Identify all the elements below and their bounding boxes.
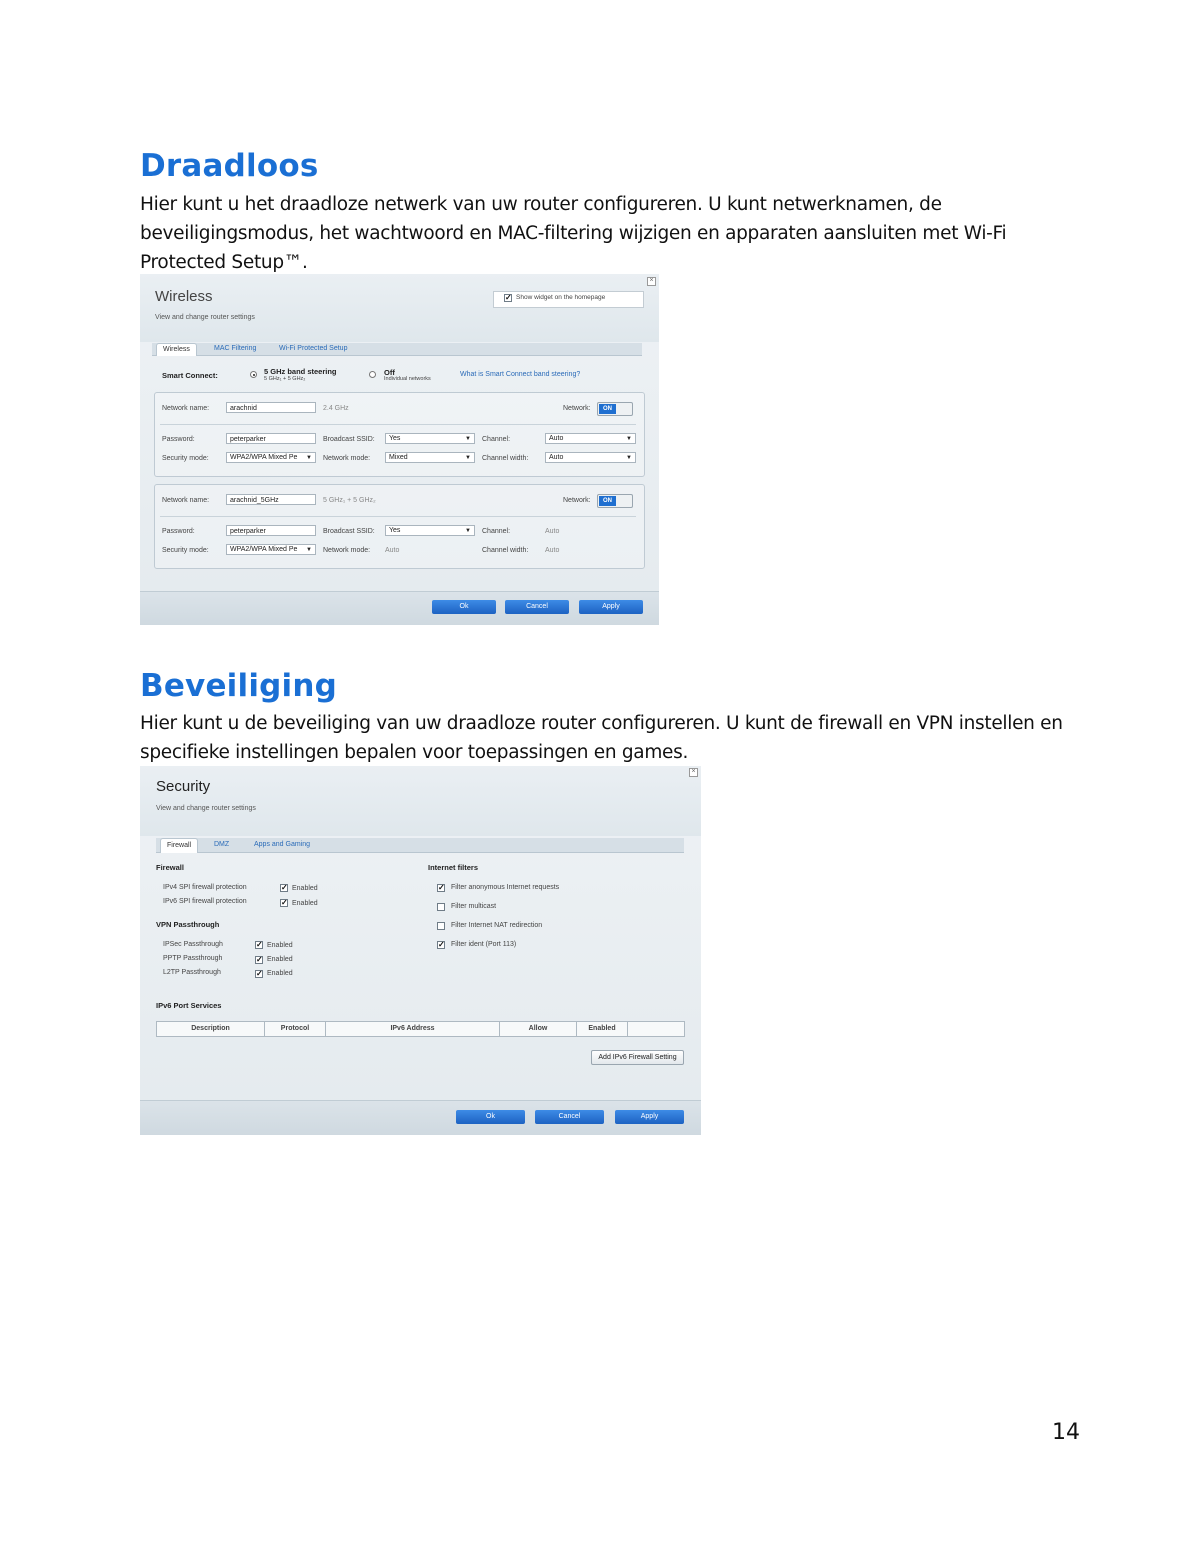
net1-width-select[interactable] [545, 452, 636, 463]
heading-draadloos: Draadloos [140, 148, 319, 184]
net2-width-value: Auto [545, 547, 560, 554]
chevron-down-icon: ▼ [306, 547, 312, 553]
vpn-heading: VPN Passthrough [156, 920, 220, 929]
option-band-steering-sub: 5 GHz₁ + 5 GHz₂ [264, 376, 306, 382]
net1-security-select[interactable] [226, 452, 316, 463]
net2-password-label: Password: [162, 528, 195, 535]
net1-broadcast-value: Yes [389, 435, 401, 442]
ipsec-value: Enabled [267, 942, 293, 949]
cancel-button[interactable]: Cancel [505, 600, 569, 614]
net2-security-select[interactable] [226, 544, 316, 555]
net2-network-toggle[interactable] [597, 494, 633, 508]
close-icon[interactable]: × [647, 277, 656, 286]
filter-anonymous-checkbox[interactable]: ✓ [438, 883, 445, 892]
wireless-tabbar [152, 343, 642, 356]
intro-line: beveiligingsmodus, het wachtwoord en MAC-filtering wijzigen en apparaten aansluiten met Wi-Fi [140, 223, 1007, 244]
net2-channel-label: Channel: [482, 528, 511, 535]
widget-checkbox[interactable]: ✓ [505, 293, 512, 302]
intro-line: Hier kunt u het draadloze netwerk van uw router configureren. U kunt netwerknamen, de [140, 194, 942, 215]
ipv4-firewall-value: Enabled [292, 885, 318, 892]
tab-apps-gaming[interactable]: Apps and Gaming [254, 841, 311, 848]
filter-anonymous-label: Filter anonymous Internet requests [451, 884, 560, 891]
net2-name-input[interactable]: arachnid_5GHz [226, 494, 316, 505]
wireless-screenshot [140, 274, 659, 625]
intro-line: Hier kunt u de beveiliging van uw draadloze router configureren. U kunt de firewall en VPN instellen en [140, 713, 1063, 734]
net1-band: 2.4 GHz [323, 405, 349, 412]
tab-firewall[interactable]: Firewall [160, 838, 198, 853]
net1-channel-value: Auto [549, 435, 564, 442]
l2tp-value: Enabled [267, 970, 293, 977]
security-title: Security [156, 778, 211, 795]
col-protocol: Protocol [265, 1022, 326, 1036]
net2-channel-value: Auto [545, 528, 560, 535]
chevron-down-icon: ▼ [465, 436, 471, 442]
l2tp-checkbox[interactable]: ✓ [256, 969, 263, 978]
net2-security-value: WPA2/WPA Mixed Pe [230, 546, 298, 553]
ipv4-firewall-checkbox[interactable]: ✓ [281, 883, 288, 892]
net1-password-label: Password: [162, 436, 195, 443]
wireless-header [140, 274, 659, 342]
firewall-heading: Firewall [156, 863, 184, 872]
net2-width-label: Channel width: [482, 547, 529, 554]
net2-network-label: Network: [563, 497, 591, 504]
intro-beveiliging [140, 709, 1063, 767]
net1-channel-label: Channel: [482, 436, 511, 443]
col-enabled: Enabled [577, 1022, 628, 1036]
chevron-down-icon: ▼ [465, 528, 471, 534]
net2-band: 5 GHz₁ + 5 GHz₂ [323, 497, 376, 504]
ok-button[interactable]: Ok [456, 1110, 525, 1124]
net1-security-value: WPA2/WPA Mixed Pe [230, 454, 298, 461]
pptp-checkbox[interactable]: ✓ [256, 955, 263, 964]
net1-broadcast-select[interactable] [385, 433, 475, 444]
tab-wireless[interactable]: Wireless [156, 343, 197, 356]
divider [160, 424, 636, 425]
l2tp-label: L2TP Passthrough [163, 969, 221, 976]
net1-network-label: Network: [563, 405, 591, 412]
net1-width-label: Channel width: [482, 455, 529, 462]
col-actions [628, 1022, 684, 1036]
apply-button[interactable]: Apply [579, 600, 643, 614]
net1-name-input[interactable]: arachnid [226, 402, 316, 413]
wireless-subtitle: View and change router settings [155, 314, 255, 321]
smart-connect-help-link[interactable]: What is Smart Connect band steering? [460, 371, 581, 378]
net1-mode-select[interactable] [385, 452, 475, 463]
security-subtitle: View and change router settings [156, 805, 256, 812]
security-tabbar [156, 838, 684, 853]
net2-mode-value: Auto [385, 547, 400, 554]
ipv4-firewall-label: IPv4 SPI firewall protection [163, 884, 247, 891]
pptp-label: PPTP Passthrough [163, 955, 223, 962]
net2-broadcast-select[interactable] [385, 525, 475, 536]
filter-nat-label: Filter Internet NAT redirection [451, 922, 543, 929]
chevron-down-icon: ▼ [306, 455, 312, 461]
cancel-button[interactable]: Cancel [535, 1110, 604, 1124]
col-allow: Allow [500, 1022, 577, 1036]
net1-password-input[interactable]: peterparker [226, 433, 316, 444]
option-off-sub: Individual networks [384, 376, 431, 382]
radio-off[interactable] [369, 371, 376, 378]
tab-dmz[interactable]: DMZ [214, 841, 230, 848]
chevron-down-icon: ▼ [465, 455, 471, 461]
ok-button[interactable]: Ok [432, 600, 496, 614]
net2-mode-label: Network mode: [323, 547, 371, 554]
radio-band-steering[interactable] [250, 371, 257, 378]
net1-mode-value: Mixed [389, 454, 408, 461]
add-ipv6-firewall-button[interactable]: Add IPv6 Firewall Setting [591, 1050, 684, 1065]
col-ipv6-address: IPv6 Address [326, 1022, 500, 1036]
apply-button[interactable]: Apply [615, 1110, 684, 1124]
intro-draadloos [140, 190, 1006, 277]
net1-mode-label: Network mode: [323, 455, 371, 462]
net1-network-toggle[interactable] [597, 402, 633, 416]
net2-name-label: Network name: [162, 497, 210, 504]
close-icon[interactable]: × [689, 768, 698, 777]
divider [160, 516, 636, 517]
ipv6-firewall-checkbox[interactable]: ✓ [281, 898, 288, 907]
net2-security-label: Security mode: [162, 547, 209, 554]
net2-broadcast-value: Yes [389, 527, 401, 534]
filter-multicast-label: Filter multicast [451, 903, 497, 910]
ipv6-firewall-value: Enabled [292, 900, 318, 907]
heading-beveiliging: Beveiliging [140, 668, 338, 704]
col-description: Description [157, 1022, 265, 1036]
net1-toggle-on: ON [599, 404, 616, 414]
filter-ident-label: Filter ident (Port 113) [451, 941, 517, 948]
ipv6-table-header [156, 1021, 685, 1037]
net1-name-label: Network name: [162, 405, 210, 412]
pptp-value: Enabled [267, 956, 293, 963]
security-screenshot [140, 766, 701, 1135]
page-number: 14 [1052, 1420, 1080, 1445]
chevron-down-icon: ▼ [626, 436, 632, 442]
tab-mac-filtering[interactable]: MAC Filtering [214, 345, 257, 352]
option-off: Off [384, 368, 395, 377]
filter-ident-checkbox[interactable]: ✓ [438, 940, 445, 949]
ipsec-label: IPSec Passthrough [163, 941, 223, 948]
ipv6-port-services-heading: IPv6 Port Services [156, 1001, 222, 1010]
chevron-down-icon: ▼ [626, 455, 632, 461]
net2-password-input[interactable]: peterparker [226, 525, 316, 536]
wireless-title: Wireless [155, 288, 213, 305]
net1-channel-select[interactable] [545, 433, 636, 444]
intro-line: Protected Setup™. [140, 252, 308, 273]
net2-broadcast-label: Broadcast SSID: [323, 528, 375, 535]
widget-label: Show widget on the homepage [516, 294, 606, 301]
net1-security-label: Security mode: [162, 455, 209, 462]
smart-connect-label: Smart Connect: [162, 371, 218, 380]
security-header [140, 766, 701, 836]
option-band-steering: 5 GHz band steering [264, 367, 337, 376]
filter-nat-checkbox[interactable] [437, 922, 445, 930]
net1-width-value: Auto [549, 454, 564, 461]
net2-toggle-on: ON [599, 496, 616, 506]
net1-broadcast-label: Broadcast SSID: [323, 436, 375, 443]
internet-filters-heading: Internet filters [428, 863, 479, 872]
ipsec-checkbox[interactable]: ✓ [256, 940, 263, 949]
intro-line: specifieke instellingen bepalen voor toepassingen en games. [140, 742, 689, 763]
tab-wifi-protected-setup[interactable]: Wi-Fi Protected Setup [279, 345, 348, 352]
ipv6-firewall-label: IPv6 SPI firewall protection [163, 898, 247, 905]
filter-multicast-checkbox[interactable] [437, 903, 445, 911]
